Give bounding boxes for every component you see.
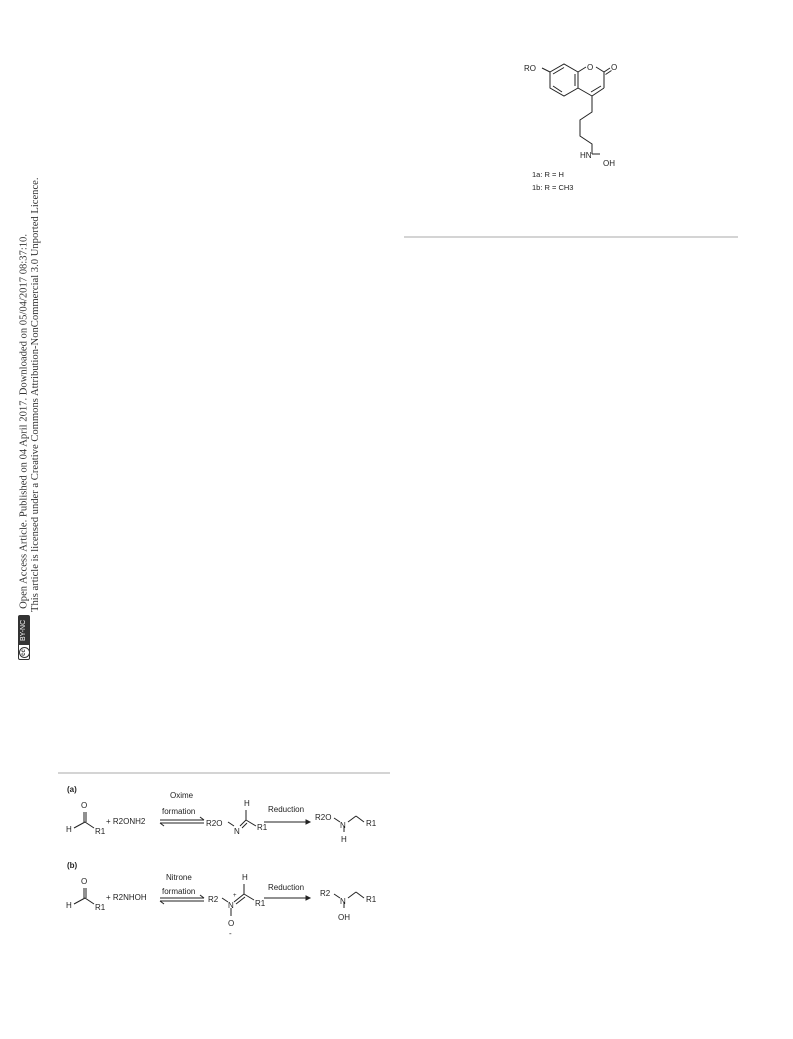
panel-b-step1-bottom: formation (162, 887, 196, 896)
side-license-strip (18, 120, 40, 660)
panel-b-aldehyde-r1: R1 (95, 903, 106, 912)
panel-b-intermediate-o: O (228, 919, 235, 928)
panel-b-step1-top: Nitrone (166, 873, 192, 882)
panel-a-intermediate-r2o: R2O (206, 819, 223, 828)
panel-a-reagent: + R2ONH2 (106, 817, 146, 826)
compound-1b-caption: 1b: R = CH3 (532, 183, 574, 192)
panel-a-product-h: H (341, 835, 347, 844)
ring-oxygen-label: O (587, 63, 594, 72)
reaction-scheme-figure (58, 780, 398, 960)
publication-notice (18, 120, 30, 660)
reaction-scheme-drawing (58, 780, 398, 960)
oh-label: OH (603, 159, 615, 168)
panel-a-step1-top: Oxime (170, 791, 194, 800)
license-notice-link[interactable]: This article is licensed under a Creative Commons Attribution-NonCommercial 3.0 Unported Licence. (30, 177, 41, 612)
panel-b-intermediate-r1: R1 (255, 899, 266, 908)
cc-license-badge[interactable] (18, 615, 30, 660)
panel-a-intermediate-h: H (244, 799, 250, 808)
panel-a-step1-bottom: formation (162, 807, 196, 816)
coumarin-structure-figure (500, 50, 640, 210)
panel-b-product-n: N (340, 897, 346, 906)
panel-a-step2: Reduction (268, 805, 305, 814)
panel-b-intermediate-plus: + (233, 893, 237, 899)
panel-b-intermediate-r2: R2 (208, 895, 219, 904)
hn-label: HN (580, 151, 592, 160)
panel-b-reagent: + R2NHOH (106, 893, 147, 902)
publication-notice-text: Open Access Article. Published on 04 April 2017. Downloaded on 05/04/2017 08:37:10. (18, 233, 30, 609)
panel-a-aldehyde-o: O (81, 801, 88, 810)
panel-a-intermediate-n: N (234, 827, 240, 836)
cc-license-type: BY-NC (19, 616, 29, 645)
panel-b-product-r2: R2 (320, 889, 331, 898)
panel-b-label: (b) (67, 861, 78, 870)
panel-b-product-r1: R1 (366, 895, 377, 904)
panel-b-intermediate-h: H (242, 873, 248, 882)
panel-a-intermediate-r1: R1 (257, 823, 268, 832)
panel-a-label: (a) (67, 785, 77, 794)
panel-a-product-r1: R1 (366, 819, 377, 828)
panel-a-aldehyde-h: H (66, 825, 72, 834)
panel-a-product-r2o: R2O (315, 813, 332, 822)
figure-divider-left (58, 772, 390, 774)
figure-divider-right (404, 236, 738, 238)
panel-b-product-oh: OH (338, 913, 350, 922)
license-notice (30, 120, 41, 660)
carbonyl-oxygen-label: O (611, 63, 618, 72)
cc-icon: cc (19, 647, 30, 658)
side-license-text (18, 120, 40, 660)
ro-label: RO (524, 64, 536, 73)
compound-1a-caption: 1a: R = H (532, 170, 564, 179)
panel-b-intermediate-n: N (228, 901, 234, 910)
panel-b-aldehyde-h: H (66, 901, 72, 910)
panel-b-aldehyde-o: O (81, 877, 88, 886)
panel-a-product-n: N (340, 821, 346, 830)
panel-b-step2: Reduction (268, 883, 305, 892)
coumarin-structure-drawing (500, 50, 640, 210)
panel-b-intermediate-minus: - (229, 929, 232, 938)
panel-a-aldehyde-r1: R1 (95, 827, 106, 836)
